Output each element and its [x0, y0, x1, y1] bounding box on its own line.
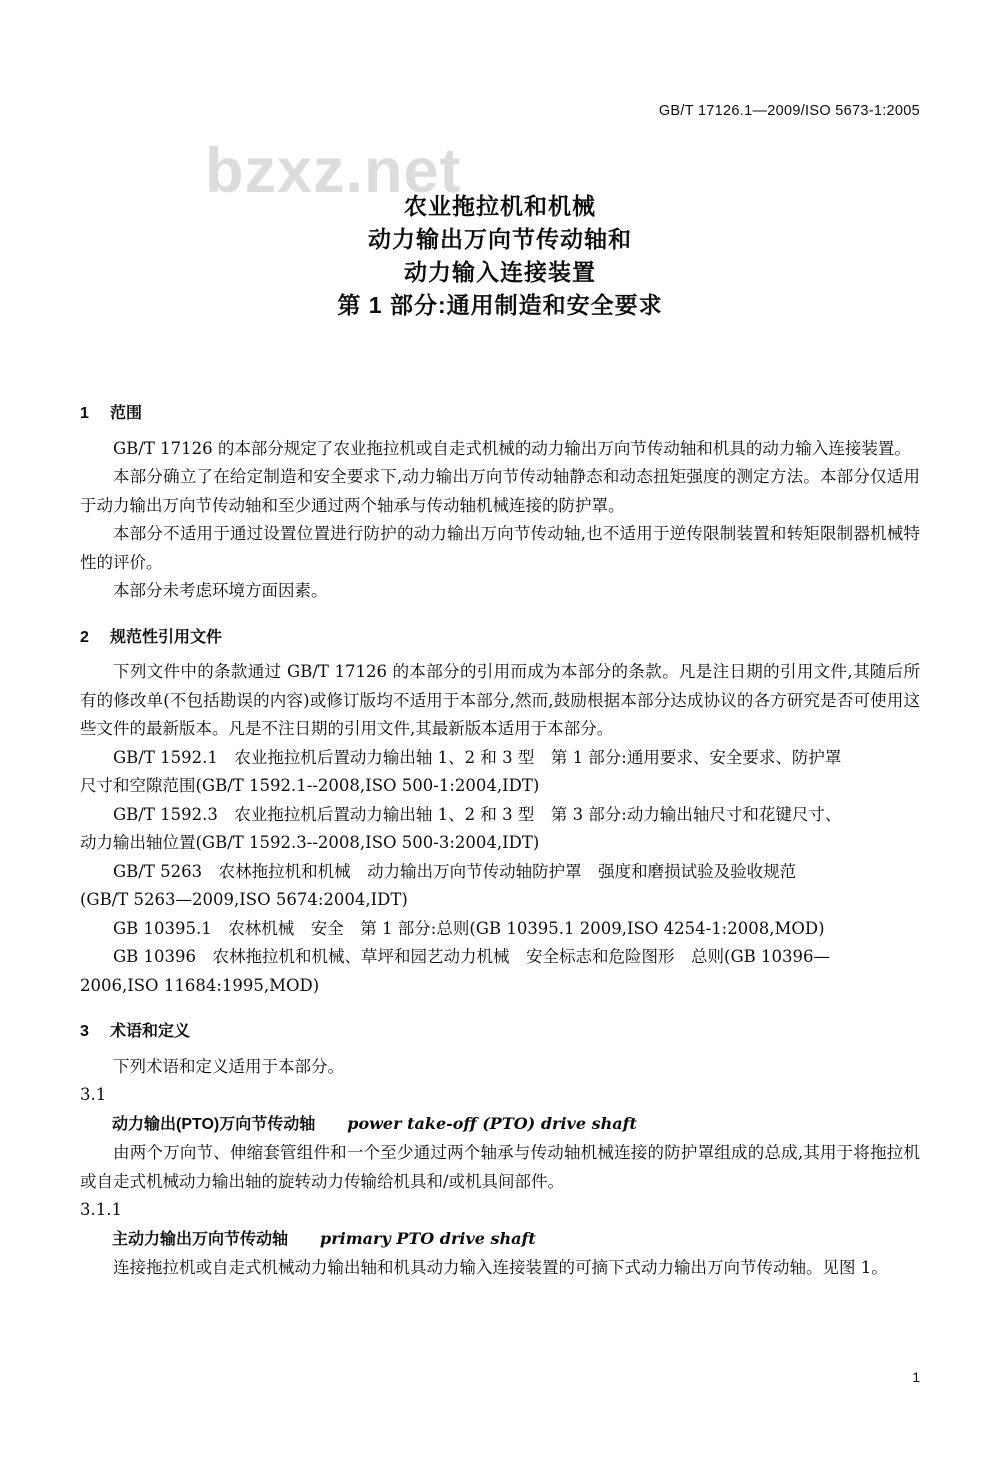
title-line-3: 动力输入连接装置 [404, 259, 596, 285]
paragraph: 下列术语和定义适用于本部分。 [113, 1056, 344, 1076]
term-definition: 由两个万向节、伸缩套管组件和一个至少通过两个轴承与传动轴机械连接的防护罩组成的总成,其用于将拖拉机或自走式机械动力输出轴的旋转动力传输给机具和/或机具间部件。 [80, 1143, 920, 1191]
term-en: primary PTO drive shaft [320, 1228, 536, 1248]
section-number-1: 1 [80, 405, 89, 422]
watermark-text: bzxz.net [205, 136, 462, 206]
paragraph: 本部分不适用于通过设置位置进行防护的动力输出万向节传动轴,也不适用于逆传限制装置和转矩限制器机械特性的评价。 [80, 524, 920, 572]
section-title-1: 范围 [110, 405, 143, 422]
term-zh: 主动力输出万向节传动轴 [112, 1230, 289, 1248]
title-line-4: 第 1 部分:通用制造和安全要求 [337, 292, 663, 318]
section-number-3: 3 [80, 1023, 89, 1040]
title-line-1: 农业拖拉机和机械 [404, 193, 596, 219]
standard-code-header: GB/T 17126.1—2009/ISO 5673-1:2005 [658, 103, 920, 119]
page-sheet [80, 0, 920, 1473]
term-definition: 连接拖拉机或自走式机械动力输出轴和机具动力输入连接装置的可摘下式动力输出万向节传动轴。见图 1。 [113, 1258, 888, 1277]
reference-entry-cont: 动力输出轴位置(GB/T 1592.3--2008,ISO 500-3:2004,IDT) [80, 833, 540, 852]
section-heading-3 [80, 1018, 920, 1047]
reference-entry-cont: (GB/T 5263—2009,ISO 5674:2004,IDT) [80, 890, 408, 909]
paragraph: 本部分未考虑环境方面因素。 [113, 581, 328, 600]
title-line-2: 动力输出万向节传动轴和 [368, 226, 632, 252]
page-title [80, 190, 920, 322]
term-en: power take-off (PTO) drive shaft [347, 1113, 637, 1133]
document-body [80, 382, 920, 1283]
clause-number: 3.1 [80, 1085, 107, 1104]
term-entry [80, 1110, 920, 1140]
page-number: 1 [912, 1369, 920, 1385]
clause-number: 3.1.1 [80, 1200, 122, 1219]
reference-entry: GB 10395.1 农林机械 安全 第 1 部分:总则(GB 10395.1 2009,ISO 4254-1:2008,MOD) [113, 918, 825, 938]
section-number-2: 2 [80, 628, 89, 646]
reference-entry: GB 10396 农林拖拉机和机械、草坪和园艺动力机械 安全标志和危险图形 总则(GB 10396— [113, 947, 831, 966]
paragraph: 下列文件中的条款通过 GB/T 17126 的本部分的引用而成为本部分的条款。凡是注日期的引用文件,其随后所有的修改单(不包括勘误的内容)或修订版均不适用于本部分,然而,鼓励根据本部分达成协议的各方研究是否可使用这些文件的最新版本。凡是不注日期的引用文件,其最新版本适用于本部分。 [80, 662, 920, 738]
reference-entry-cont: 2006,ISO 11684:1995,MOD) [80, 975, 320, 995]
reference-entry: GB/T 5263 农林拖拉机和机械 动力输出万向节传动轴防护罩 强度和磨损试验及验收规范 [113, 861, 797, 881]
section-heading-1 [80, 400, 920, 429]
section-title-2: 规范性引用文件 [110, 628, 223, 646]
paragraph: 本部分确立了在给定制造和安全要求下,动力输出万向节传动轴静态和动态扭矩强度的测定方法。本部分仅适用于动力输出万向节传动轴和至少通过两个轴承与传动轴机械连接的防护罩。 [80, 467, 920, 515]
term-zh: 动力输出(PTO)万向节传动轴 [112, 1115, 316, 1133]
term-entry [80, 1225, 920, 1255]
section-heading-2 [80, 624, 920, 653]
reference-entry-cont: 尺寸和空隙范围(GB/T 1592.1--2008,ISO 500-1:2004,IDT) [80, 776, 540, 795]
reference-entry: GB/T 1592.3 农业拖拉机后置动力输出轴 1、2 和 3 型 第 3 部分:动力输出轴尺寸和花键尺寸、 [113, 804, 842, 824]
reference-entry: GB/T 1592.1 农业拖拉机后置动力输出轴 1、2 和 3 型 第 1 部分:通用要求、安全要求、防护罩 [113, 747, 842, 767]
paragraph: GB/T 17126 的本部分规定了农业拖拉机或自走式机械的动力输出万向节传动轴和机具的动力输入连接装置。 [113, 438, 911, 458]
section-title-3: 术语和定义 [110, 1023, 191, 1040]
